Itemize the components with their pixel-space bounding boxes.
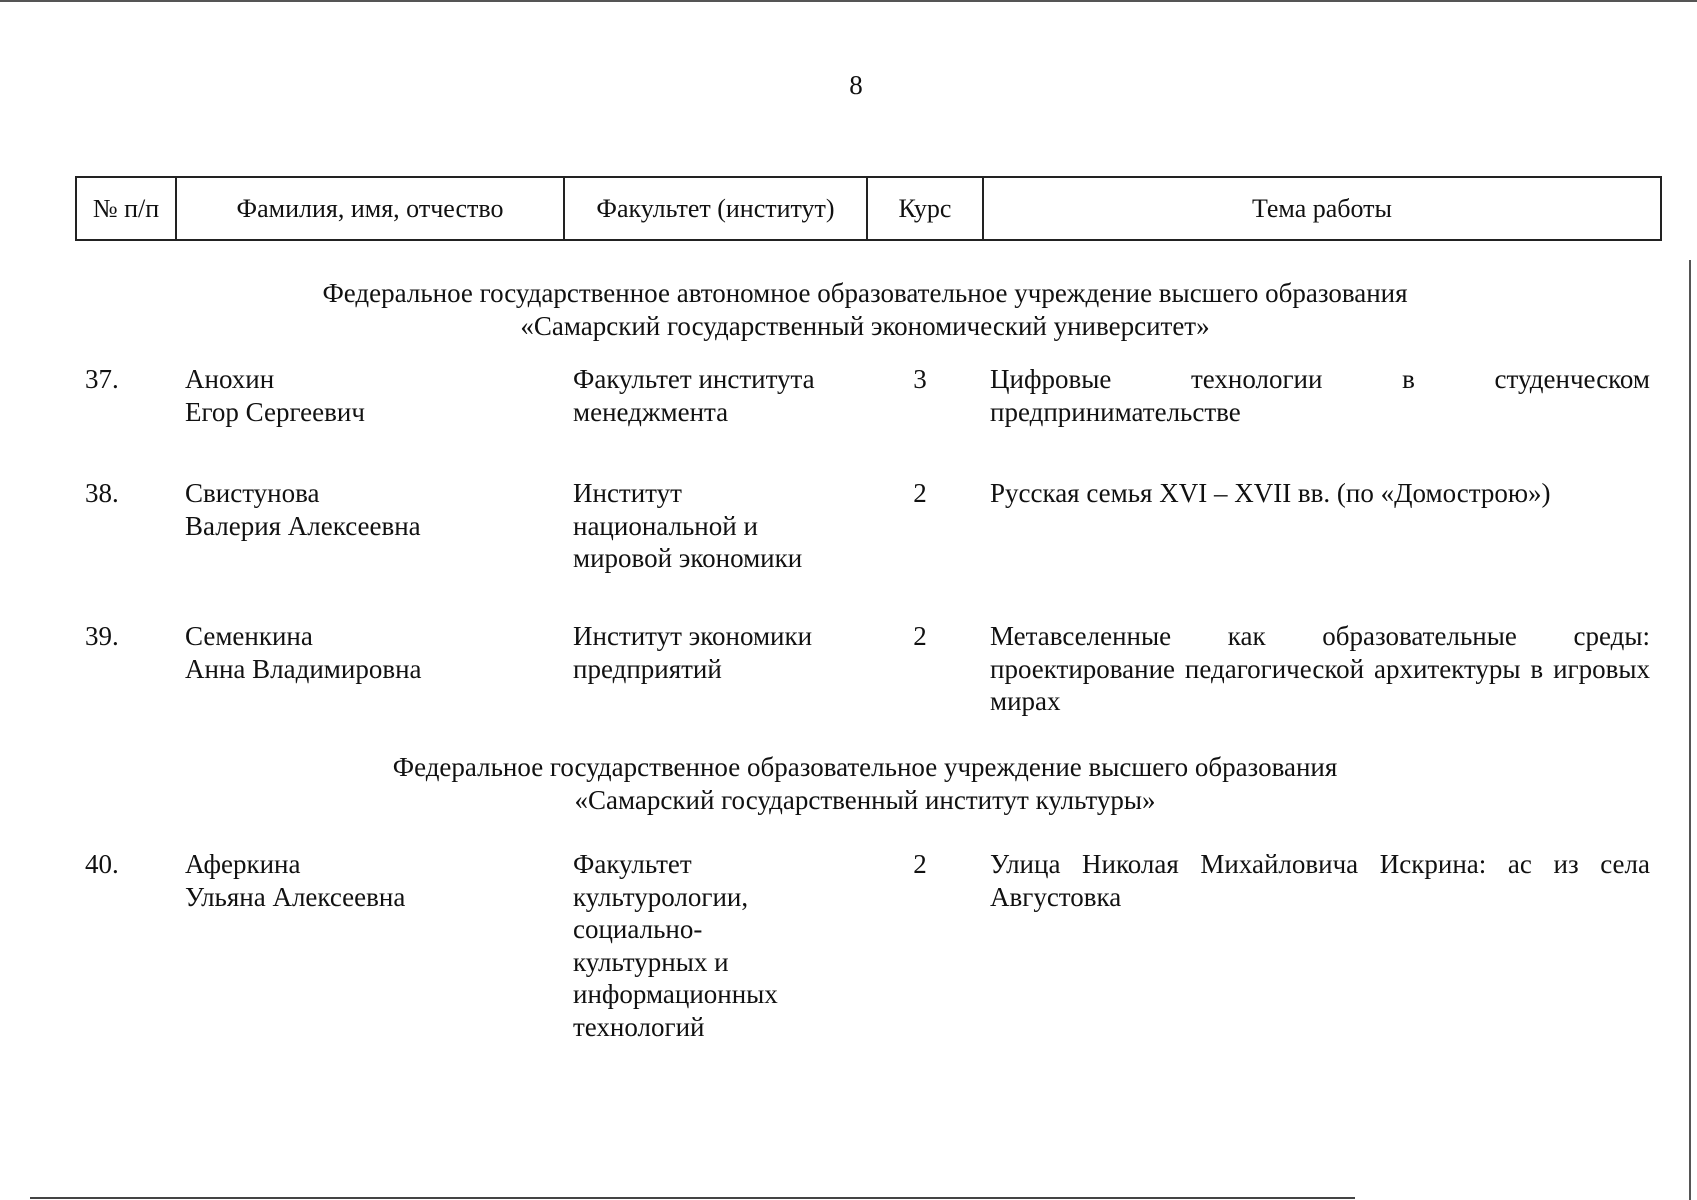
faculty-line: менеджмента: [573, 396, 729, 427]
page-number: 8: [849, 70, 863, 100]
row-number: 38.: [85, 478, 119, 508]
faculty-line: технологий: [573, 1011, 705, 1042]
row-number: 40.: [85, 849, 119, 879]
student-surname: Свистунова: [185, 478, 320, 508]
student-name: [185, 848, 565, 913]
faculty-line: социально-: [573, 914, 703, 944]
student-surname: Семенкина: [185, 621, 313, 651]
header-number: № п/п: [77, 178, 177, 239]
section-heading-line: Федеральное государственное образовательное учреждение высшего образования: [392, 752, 1338, 782]
student-name: [185, 620, 565, 685]
section-heading-line: «Самарский государственный экономический университет»: [520, 311, 1210, 341]
course: 2: [913, 478, 927, 508]
faculty-line: Институт экономики: [573, 621, 813, 651]
student-name: [185, 477, 565, 542]
student-name: [185, 363, 565, 428]
student-given-names: Валерия Алексеевна: [185, 510, 421, 541]
header-faculty: Факультет (институт): [565, 178, 868, 239]
faculty-line: культурных и: [573, 946, 729, 977]
scan-edge-right: [1689, 260, 1691, 1200]
faculty-line: Факультет института: [573, 364, 815, 394]
work-topic: Цифровые технологии в студенческом предпринимательстве: [990, 364, 1650, 427]
section-heading-line: «Самарский государственный институт культуры»: [574, 785, 1156, 815]
faculty-line: культурологии,: [573, 881, 749, 912]
student-given-names: Ульяна Алексеевна: [185, 881, 406, 912]
section-heading: [120, 751, 1610, 817]
faculty: [573, 363, 873, 428]
faculty-line: национальной и: [573, 510, 758, 541]
work-topic: Русская семья XVI – XVII вв. (по «Домострою»): [990, 478, 1551, 508]
course: 3: [913, 364, 927, 394]
faculty-line: информационных: [573, 979, 778, 1009]
faculty-line: Факультет: [573, 849, 692, 879]
header-full-name: Фамилия, имя, отчество: [177, 178, 565, 239]
student-surname: Анохин: [185, 364, 275, 394]
faculty-line: Институт: [573, 478, 682, 508]
header-course: Курс: [868, 178, 984, 239]
faculty-line: предприятий: [573, 653, 722, 684]
work-topic: Улица Николая Михайловича Искрина: ас из села Августовка: [990, 849, 1650, 912]
scan-edge-top: [0, 0, 1697, 2]
faculty: [573, 477, 873, 575]
work-topic: Метавселенные как образовательные среды: проектирование педагогической архитектуры в игровых мирах: [990, 621, 1650, 716]
row-number: 37.: [85, 364, 119, 394]
table-header: [75, 176, 1662, 241]
student-given-names: Егор Сергеевич: [185, 396, 365, 427]
section-heading-line: Федеральное государственное автономное образовательное учреждение высшего образования: [322, 278, 1408, 308]
row-number: 39.: [85, 621, 119, 651]
course: 2: [913, 621, 927, 651]
faculty-line: мировой экономики: [573, 543, 803, 573]
header-topic: Тема работы: [1251, 194, 1392, 223]
section-heading: [120, 277, 1610, 343]
course: 2: [913, 849, 927, 879]
student-given-names: Анна Владимировна: [185, 653, 422, 684]
faculty: [573, 620, 873, 685]
faculty: [573, 848, 873, 1043]
student-surname: Аферкина: [185, 849, 301, 879]
scan-edge-bottom: [30, 1197, 1355, 1199]
